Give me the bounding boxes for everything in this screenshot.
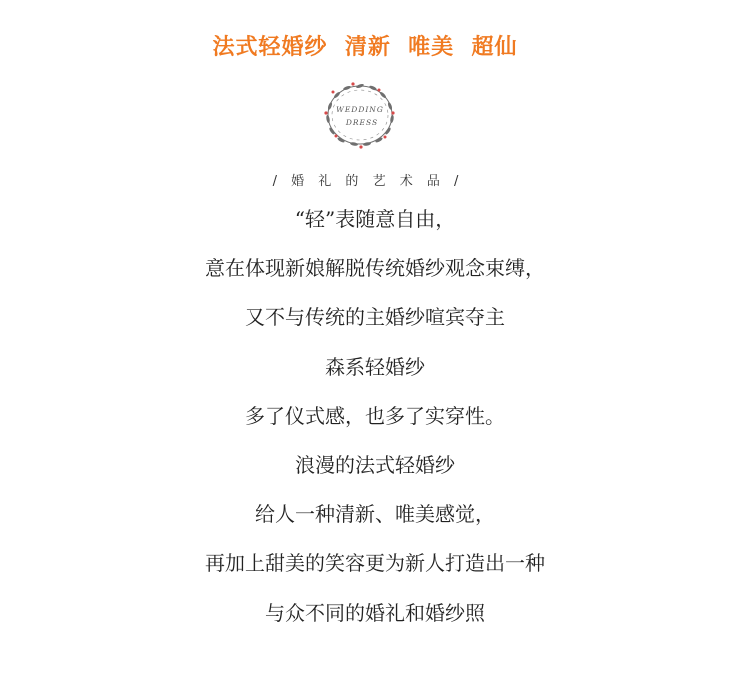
text-line: 再加上甜美的笑容更为新人打造出一种 [205,551,545,576]
text-line: 给人一种清新、唯美感觉， [255,502,495,527]
floral-wreath-icon [317,75,403,155]
text-line: 浪漫的法式轻婚纱 [295,452,455,477]
text-line: 森系轻婚纱 [325,354,425,379]
logo-text-line2: DRESS [345,118,379,127]
text-line: 意在体现新娘解脱传统婚纱观念束缚， [205,256,545,281]
subtitle: / 婚 礼 的 艺 术 品 / [272,174,464,189]
logo-text-line1: WEDDING [336,105,384,114]
wedding-dress-logo [317,75,403,155]
poem-lines [0,203,750,646]
text-line: 与众不同的婚礼和婚纱照 [265,600,485,625]
text-line: 多了仪式感，也多了实穿性。 [245,403,505,428]
text-line: 又不与传统的主婚纱喧宾夺主 [245,305,505,330]
text-line: “轻”表随意自由， [294,207,456,231]
page-title: 法式轻婚纱 清新 唯美 超仙 [212,34,518,60]
